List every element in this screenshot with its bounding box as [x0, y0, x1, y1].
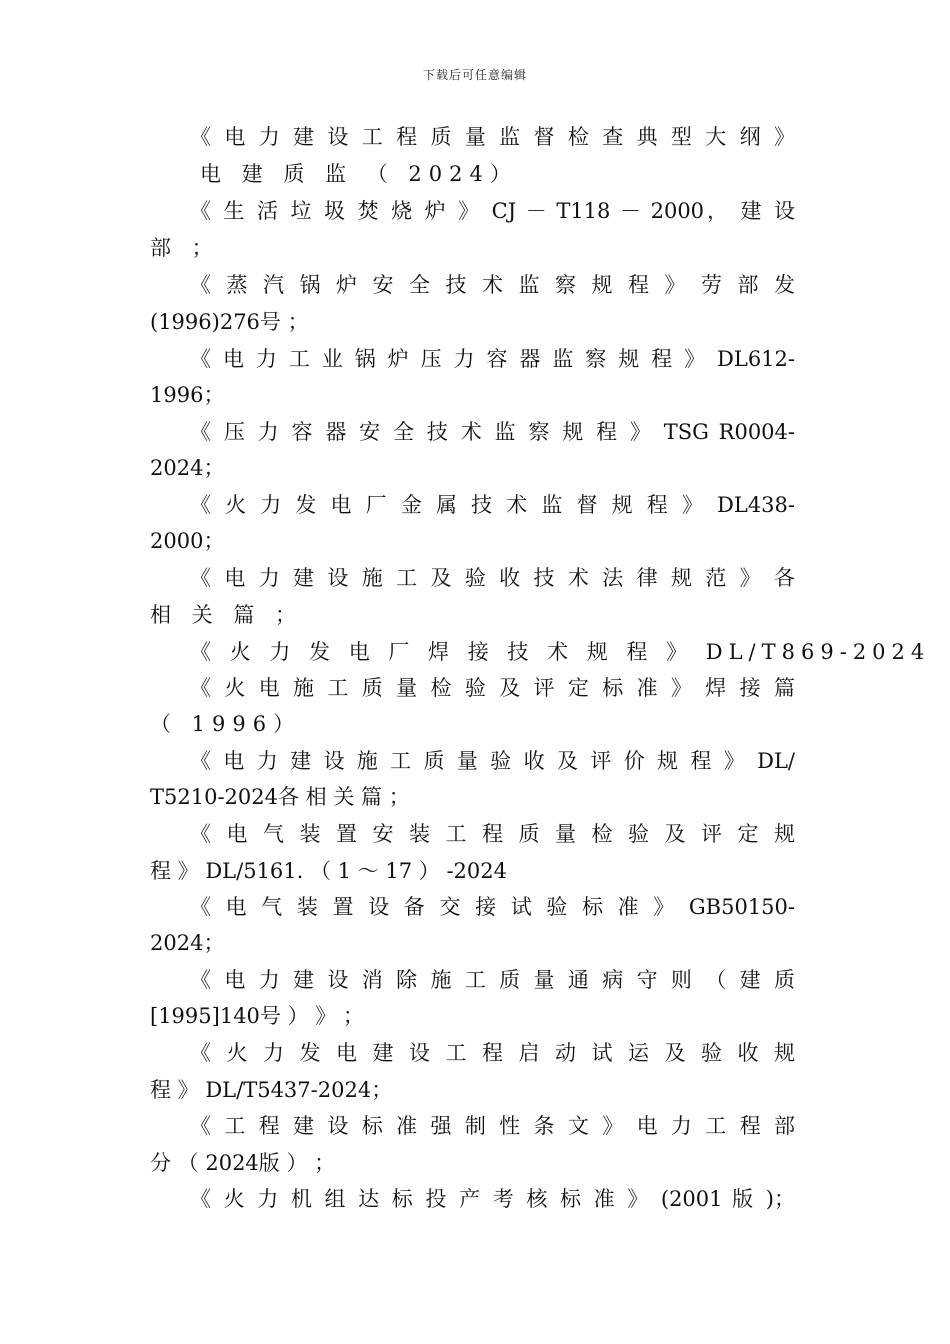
reference-line: 《 火 电 施 工 质 量 检 验 及 评 定 标 准 》 焊 接 篇: [190, 676, 795, 700]
reference-line: 《 电 气 装 置 设 备 交 接 试 验 标 准 》 GB50150-: [190, 895, 795, 919]
reference-line: [1995]140号 ） 》 ；: [150, 1004, 364, 1028]
reference-line: 《 电 力 建 设 施 工 质 量 验 收 及 评 价 规 程 》 DL/: [190, 749, 795, 773]
reference-line: 2024；: [150, 456, 225, 480]
download-watermark-header: 下载后可任意编辑: [422, 68, 527, 82]
reference-line: T5210-2024各 相 关 篇 ；: [150, 785, 410, 809]
reference-line: 2000；: [150, 529, 225, 553]
reference-line: 《 生 活 垃 圾 焚 烧 炉 》 CJ － T118 － 2000， 建 设: [190, 199, 795, 223]
reference-line: 《 火 力 发 电 厂 焊 接 技 术 规 程 》 DL/T869-2024: [190, 640, 931, 664]
reference-line: 《 工 程 建 设 标 准 强 制 性 条 文 》 电 力 工 程 部: [190, 1114, 795, 1138]
reference-line: 《 火 力 发 电 厂 金 属 技 术 监 督 规 程 》 DL438-: [190, 493, 795, 517]
reference-line: (1996)276号 ；: [150, 310, 309, 334]
reference-line: 电 建 质 监 （ 2024）: [200, 162, 518, 186]
reference-line: 程 》 DL/5161. （ 1 ～ 17 ） -2024: [150, 859, 507, 883]
reference-line: 部 ；: [150, 236, 220, 260]
reference-line: 《 火 力 机 组 达 标 投 产 考 核 标 准 》 (2001 版 )；: [190, 1187, 795, 1211]
reference-line: 《 电 力 建 设 消 除 施 工 质 量 通 病 守 则 （ 建 质: [190, 968, 795, 992]
reference-line: （ 1996）: [150, 712, 302, 736]
reference-line: 《 电 气 装 置 安 装 工 程 质 量 检 验 及 评 定 规: [190, 822, 795, 846]
reference-line: 分 （ 2024版 ） ；: [150, 1151, 336, 1175]
reference-line: 《 压 力 容 器 安 全 技 术 监 察 规 程 》 TSG R0004-: [190, 420, 795, 444]
reference-line: 《 火 力 发 电 建 设 工 程 启 动 试 运 及 验 收 规: [190, 1041, 795, 1065]
reference-line: 《 电 力 工 业 锅 炉 压 力 容 器 监 察 规 程 》 DL612-: [190, 347, 795, 371]
reference-line: 2024；: [150, 931, 225, 955]
reference-line: 《 蒸 汽 锅 炉 安 全 技 术 监 察 规 程 》 劳 部 发: [190, 273, 795, 297]
reference-line: 相 关 篇 ；: [150, 603, 304, 627]
reference-line: 《 电 力 建 设 施 工 及 验 收 技 术 法 律 规 范 》 各: [190, 566, 795, 590]
reference-line: 《 电 力 建 设 工 程 质 量 监 督 检 查 典 型 大 纲 》: [190, 125, 795, 149]
reference-line: 程 》 DL/T5437-2024；: [150, 1078, 393, 1102]
reference-line: 1996；: [150, 383, 225, 407]
